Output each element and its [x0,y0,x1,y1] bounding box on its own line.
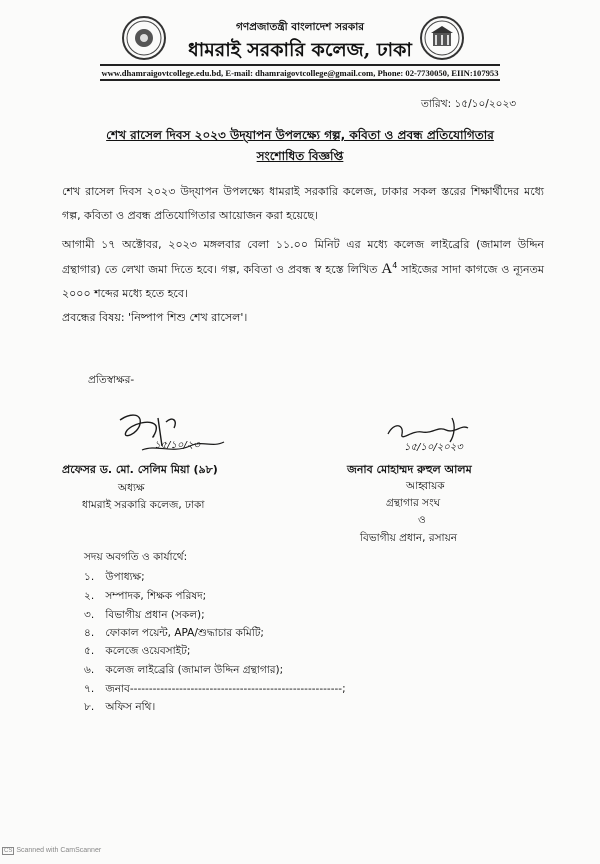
scanner-watermark [2,847,101,855]
list-item [84,700,155,717]
principal-role: অধ্যক্ষ [118,482,145,494]
paper-size-letter: A [381,261,393,277]
list-item-text: জনাব--------------------------------------------------------; [105,683,346,695]
convener-role: আহ্বায়ক [406,480,445,492]
list-item-text: বিভাগীয় প্রধান (সকল); [105,609,205,621]
paragraph-2-text-a: আগামী ১৭ অক্টোবর, ২০২৩ মঙ্গলবার বেলা ১১.০০ মিনিট এর মধ্যে কলেজ লাইব্রেরি (জামাল উদ্দিন গ্রন্থাগার) তে লেখা জমা দিতে হবে। গল্প, কবিতা ও প্রবন্ধ স্ব হস্তে লিখিত [62,238,544,276]
list-item [84,608,205,625]
header-divider-bottom [100,79,500,81]
paragraph-2 [62,233,544,306]
list-item-text: উপাধ্যক্ষ; [105,571,145,583]
college-name: ধামরাই সরকারি কলেজ, ঢাকা [188,39,412,61]
list-item [84,589,206,606]
contact-line: www.dhamraigovtcollege.edu.bd, E-mail: dhamraigovtcollege@gmail.com, Phone: 02-7730050, EIIN:107953 [101,68,499,78]
list-item [84,682,346,699]
convener-sign-date: ১৫/১০/২০২৩ [404,442,463,453]
list-item-number: ৪. [84,627,95,639]
list-item-text: কলেজ লাইব্রেরি (জামাল উদ্দিন গ্রন্থাগার); [105,664,284,676]
government-heading: গণপ্রজাতন্ত্রী বাংলাদেশ সরকার [235,21,365,33]
notice-subtitle: সংশোধিত বিজ্ঞপ্তি [256,149,344,163]
distribution-heading: সদয় অবগতি ও কার্যার্থে: [84,551,188,563]
header-divider [100,64,500,66]
paragraph-2-text-b: সাইজের সাদা কাগজে ও ন্যূনতম ২০০০ শব্দের মধ্যে হতে হবে। [62,263,544,300]
list-item-number: ৫. [84,645,95,657]
list-item-text: অফিস নথি। [105,701,156,713]
list-item-number: ৭. [84,683,95,695]
convener-name: জনাব মোহাম্মদ রুহুল আলম [347,463,472,476]
list-item [84,626,264,643]
list-item-text: সম্পাদক, শিক্ষক পরিষদ; [105,590,207,602]
principal-name: প্রফেসর ড. মো. সেলিম মিয়া (৯৮) [62,463,218,476]
notice-title: শেখ রাসেল দিবস ২০২৩ উদ্‌যাপন উপলক্ষ্যে গল্প, কবিতা ও প্রবন্ধ প্রতিযোগিতার [106,128,494,142]
convener-org: গ্রন্থাগার সংঘ [386,497,441,509]
list-item [84,644,190,661]
principal-org: ধামরাই সরকারি কলেজ, ঢাকা [82,499,205,511]
convener-dept: বিভাগীয় প্রধান, রসায়ন [360,532,458,544]
scanner-text: Scanned with CamScanner [16,847,102,854]
paragraph-1: শেখ রাসেল দিবস ২০২৩ উদ্‌যাপন উপলক্ষ্যে ধামরাই সরকারি কলেজ, ঢাকার সকল স্তরের শিক্ষার্থীদের মধ্যে গল্প, কবিতা ও প্রবন্ধ প্রতিযোগিতার আয়োজন করা হয়েছে। [62,185,544,222]
list-item-number: ৬. [84,664,95,676]
countersign-label: প্রতিস্বাক্ষর- [88,374,135,386]
notice-date: তারিখ: ১৫/১০/২০২৩ [421,98,517,110]
principal-sign-date: ১৫/১০/২৩ [154,440,200,451]
list-item-number: ৩. [84,609,95,621]
list-item [84,570,145,587]
essay-subject: প্রবন্ধের বিষয়: 'নিষ্পাপ শিশু শেখ রাসেল'। [62,311,248,324]
camscanner-badge: CS [4,848,13,854]
paper-size-number: 4 [392,261,398,270]
convener-and: ও [418,514,426,526]
list-item-text: কলেজে ওয়েবসাইট; [105,645,191,657]
list-item [84,663,283,680]
list-item-number: ১. [84,571,95,583]
list-item-number: ২. [84,590,95,602]
list-item-number: ৮. [84,701,95,713]
list-item-text: ফোকাল পয়েন্ট, APA/শুদ্ধাচার কমিটি; [105,627,264,639]
